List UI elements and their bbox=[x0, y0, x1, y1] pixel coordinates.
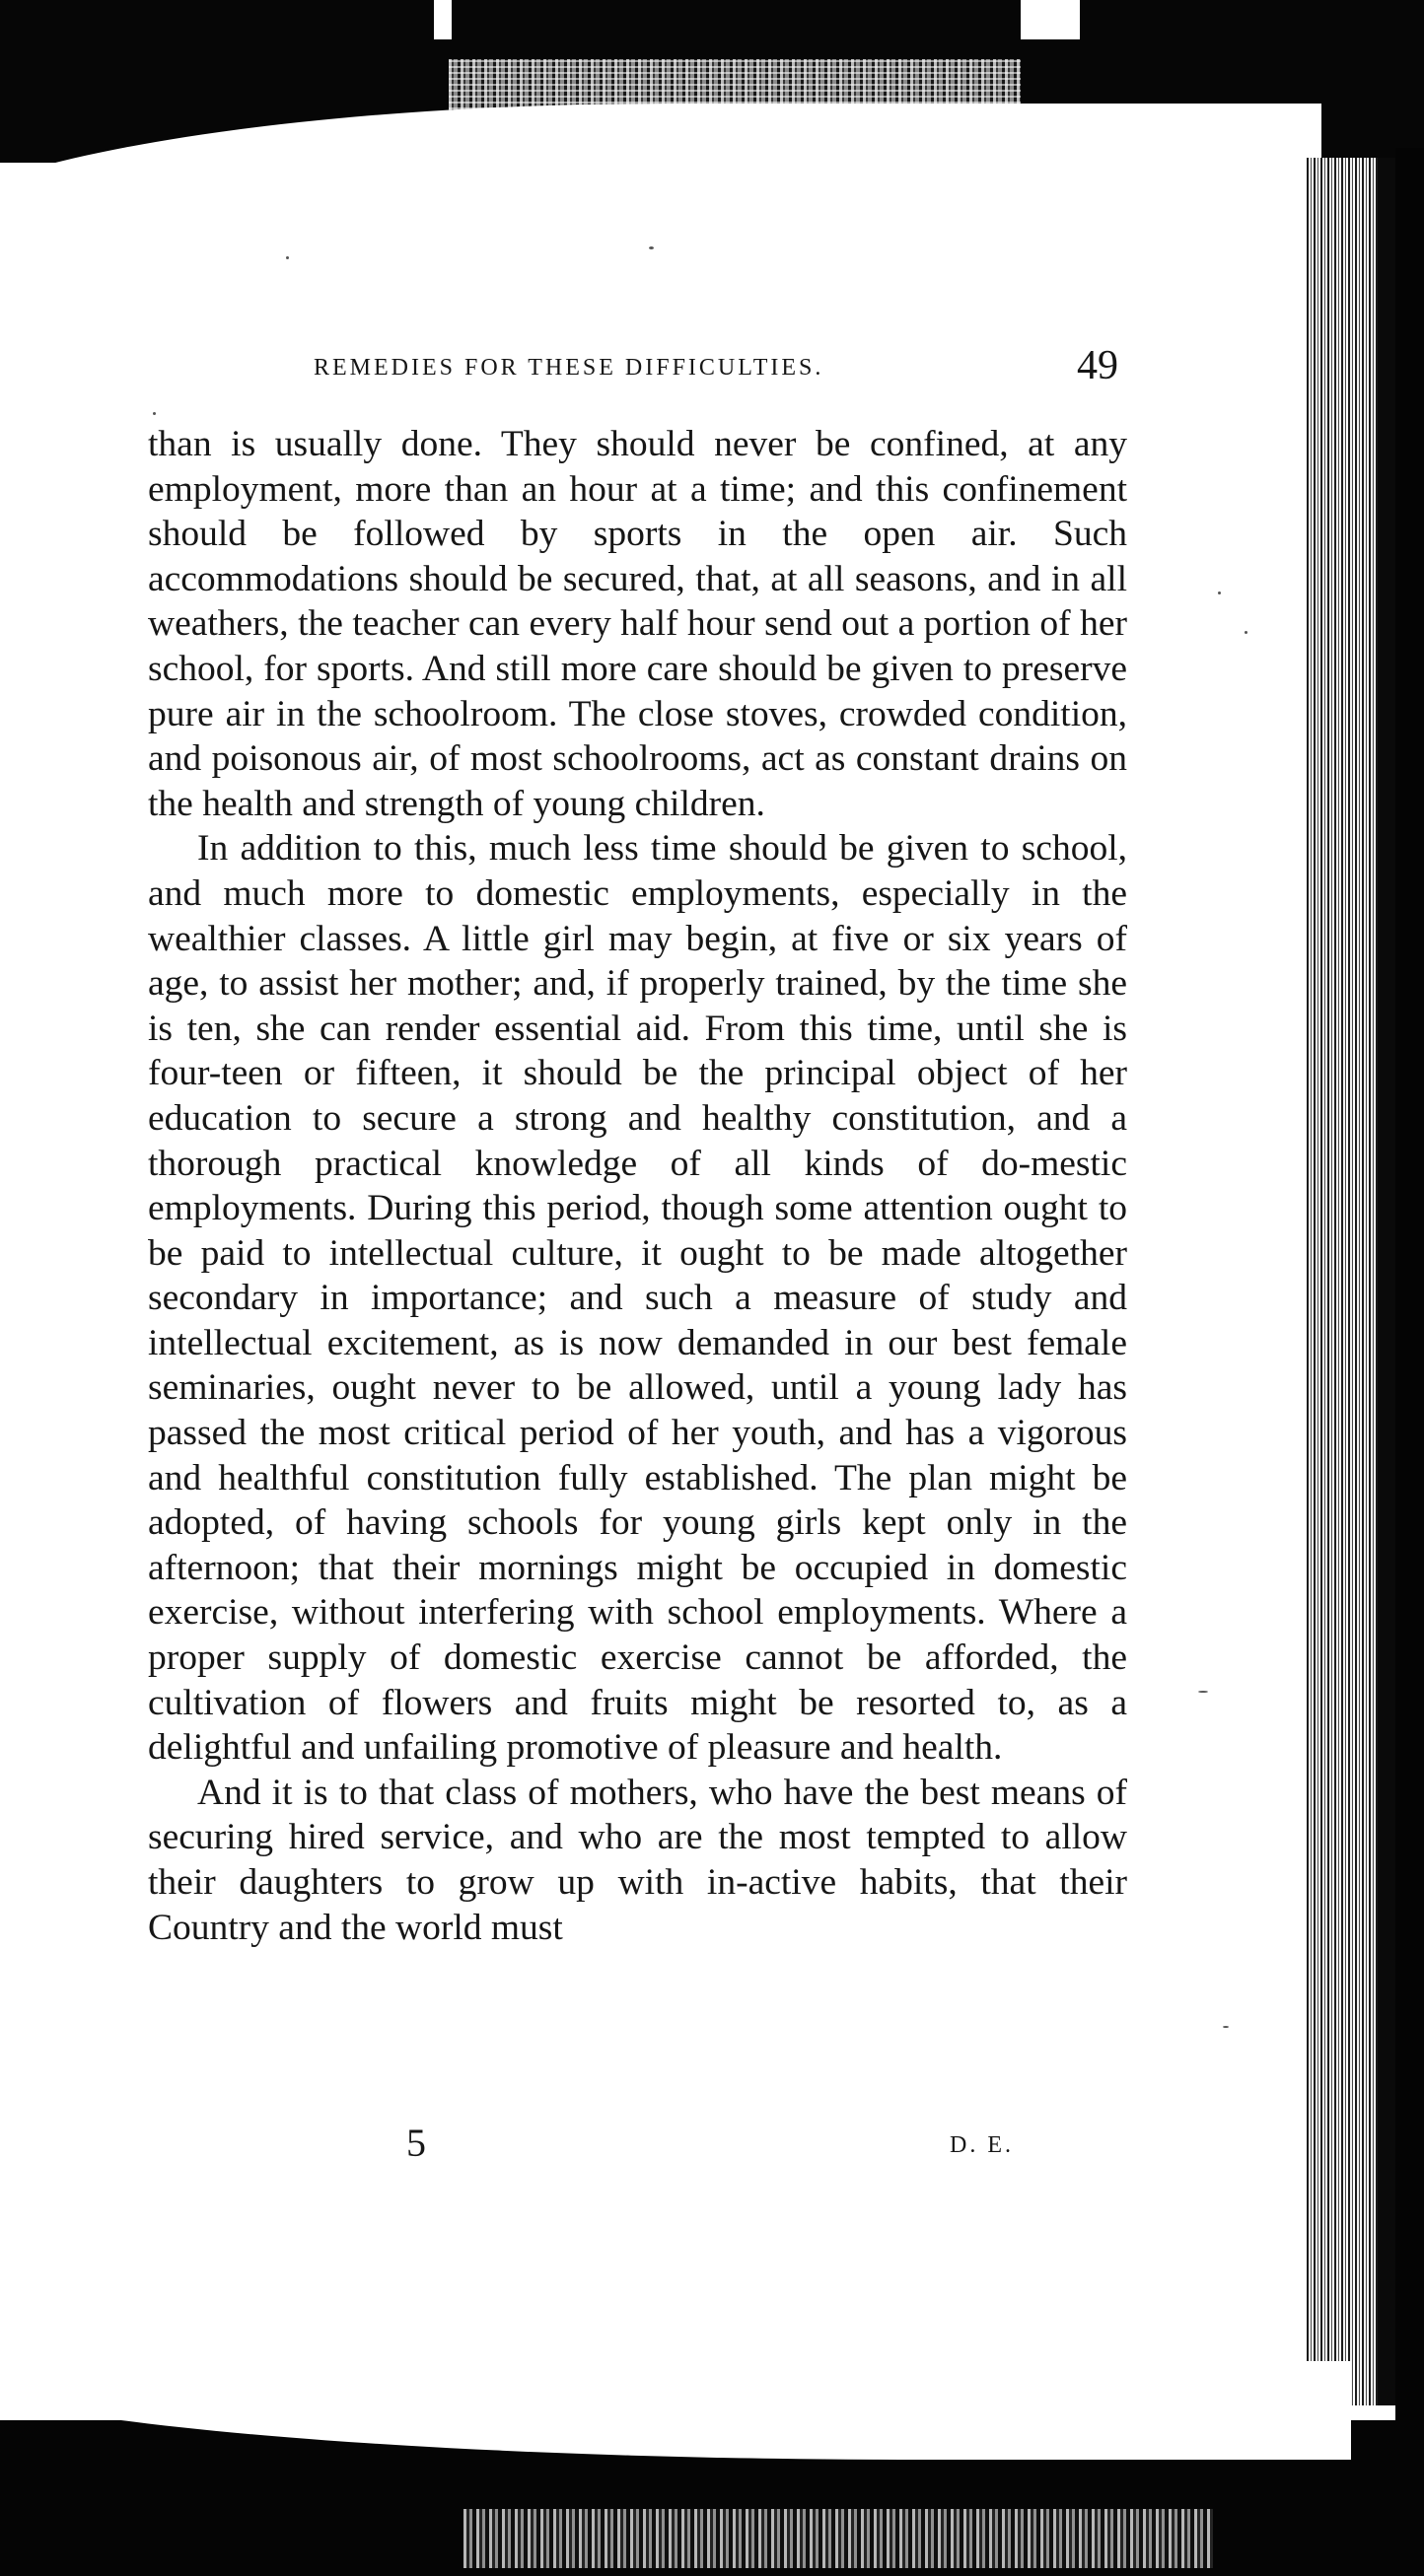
scan-speck bbox=[1223, 2026, 1229, 2028]
scan-speck bbox=[1245, 631, 1247, 634]
footer-mark: D. E. bbox=[950, 2132, 1014, 2158]
scan-speck bbox=[153, 412, 156, 415]
paragraph: And it is to that class of mothers, who have the best means of securing hired service, and who are the most tempted to allow their daughters to grow up with in-active habits, that their Country and the world must bbox=[148, 1772, 1127, 1948]
scan-border-bottom bbox=[0, 2351, 1424, 2576]
paragraph: than is usually done. They should never be confined, at any employment, more than an hour at a time; and this confinement should be followed by sports in the open air. Such accommodations should be secured, that, at all seasons, and in all weathers, the teacher can every half hour send out a portion of her school, for sports. And still more care should be given to preserve pure air in the schoolroom. The close stoves, crowded condition, and poisonous air, of most schoolrooms, act as constant drains on the health and strength of young children. bbox=[148, 424, 1127, 824]
scan-gap bbox=[434, 0, 452, 39]
scan-border-top bbox=[0, 0, 1424, 227]
scan-speck bbox=[1198, 1691, 1208, 1693]
page-edge-shadow bbox=[1378, 158, 1395, 2405]
page-number: 49 bbox=[1077, 343, 1118, 388]
paragraph: In addition to this, much less time should be given to school, and much more to domestic employments, especially in the wealthier classes. A little girl may begin, at five or six years of age, to assist her mother; and, if properly trained, by the time she is ten, she can render essential aid. From this time, until she is four-teen or fifteen, it should be the principal object of her education to secure a strong and healthy constitution, and a thorough practical knowledge of all kinds of do-mestic employments. During this period, though some attention ought to be paid to intellectual culture, it ought to be made altogether secondary in importance; and such a measure of study and intellectual excitement, as is now demanded in our best female seminaries, ought never to be allowed, until a young lady has passed the most critical period of her youth, and has a vigorous and healthful constitution fully established. The plan might be adopted, of having schools for young girls kept only in the afternoon; that their mornings might be occupied in domestic exercise, without interfering with school employments. Where a proper supply of domestic exercise cannot be afforded, the cultivation of flowers and fruits might be resorted to, as a delightful and unfailing promotive of pleasure and health. bbox=[148, 828, 1127, 1769]
running-head: REMEDIES FOR THESE DIFFICULTIES. bbox=[314, 355, 824, 381]
scan-gap bbox=[1021, 0, 1080, 39]
signature-mark: 5 bbox=[406, 2121, 426, 2165]
page-edge-lines bbox=[1307, 158, 1378, 2405]
scan-noise-bottom bbox=[463, 2509, 1213, 2568]
page-edges bbox=[1307, 158, 1395, 2405]
scan-border-right bbox=[1395, 148, 1424, 2445]
scan-speck bbox=[286, 256, 289, 259]
scan-speck bbox=[649, 246, 654, 249]
body-text bbox=[148, 422, 1127, 1950]
scan-speck bbox=[1218, 592, 1221, 594]
